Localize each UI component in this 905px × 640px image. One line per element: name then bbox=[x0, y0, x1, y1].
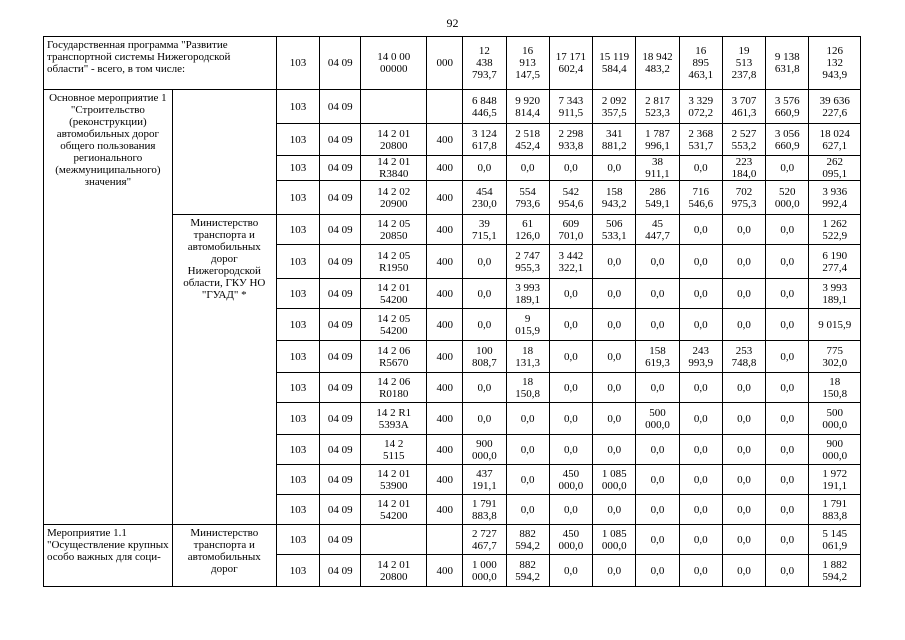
table-cell: 14 2 01 20800 bbox=[361, 124, 427, 156]
table-cell: 18 150,8 bbox=[809, 373, 861, 403]
table-cell: 0,0 bbox=[636, 465, 679, 495]
table-cell: 14 2 06 R0180 bbox=[361, 373, 427, 403]
table-cell: 400 bbox=[427, 341, 463, 373]
table-cell: 04 09 bbox=[320, 215, 361, 245]
table-cell: 9 015,9 bbox=[809, 309, 861, 341]
table-cell: 0,0 bbox=[593, 309, 636, 341]
table-cell: 0,0 bbox=[722, 435, 765, 465]
table-cell: 04 09 bbox=[320, 124, 361, 156]
table-cell: 0,0 bbox=[593, 435, 636, 465]
table-cell: 2 368 531,7 bbox=[679, 124, 722, 156]
table-cell: 1 262 522,9 bbox=[809, 215, 861, 245]
table-cell: 0,0 bbox=[679, 435, 722, 465]
table-cell: 0,0 bbox=[593, 245, 636, 279]
table-cell: 0,0 bbox=[636, 245, 679, 279]
table-cell: 0,0 bbox=[636, 435, 679, 465]
table-cell: 2 092 357,5 bbox=[593, 90, 636, 124]
table-cell: 0,0 bbox=[679, 309, 722, 341]
table-cell: 341 881,2 bbox=[593, 124, 636, 156]
table-cell: 38 911,1 bbox=[636, 156, 679, 181]
table-cell: 9 920 814,4 bbox=[506, 90, 549, 124]
table-cell: 3 056 660,9 bbox=[766, 124, 809, 156]
table-cell: 520 000,0 bbox=[766, 181, 809, 215]
table-cell: 9 015,9 bbox=[506, 309, 549, 341]
table-cell: 103 bbox=[276, 309, 319, 341]
table-cell: 04 09 bbox=[320, 465, 361, 495]
table-cell: 0,0 bbox=[549, 156, 592, 181]
table-cell: 900 000,0 bbox=[463, 435, 506, 465]
table-cell: 17 171 602,4 bbox=[549, 37, 592, 90]
table-cell: 0,0 bbox=[593, 495, 636, 525]
table-cell: 0,0 bbox=[766, 156, 809, 181]
table-cell: 126 132 943,9 bbox=[809, 37, 861, 90]
table-cell: 0,0 bbox=[506, 403, 549, 435]
budget-table bbox=[43, 36, 861, 587]
table-cell: 6 190 277,4 bbox=[809, 245, 861, 279]
table-cell: 3 329 072,2 bbox=[679, 90, 722, 124]
table-cell: 103 bbox=[276, 279, 319, 309]
table-cell: 0,0 bbox=[593, 373, 636, 403]
table-cell: 103 bbox=[276, 124, 319, 156]
table-cell: 39 636 227,6 bbox=[809, 90, 861, 124]
table-cell: 9 138 631,8 bbox=[766, 37, 809, 90]
table-cell: 253 748,8 bbox=[722, 341, 765, 373]
table-cell: 0,0 bbox=[679, 245, 722, 279]
program-name: Государственная программа "Развитие транспортной системы Нижегородской области" - всего, в том числе: bbox=[44, 37, 277, 90]
table-cell: 103 bbox=[276, 525, 319, 555]
table-cell: 400 bbox=[427, 245, 463, 279]
table-cell: 04 09 bbox=[320, 245, 361, 279]
table-cell: 3 124 617,8 bbox=[463, 124, 506, 156]
table-cell: 437 191,1 bbox=[463, 465, 506, 495]
table-cell: 158 619,3 bbox=[636, 341, 679, 373]
table-cell: 04 09 bbox=[320, 156, 361, 181]
table-cell: 7 343 911,5 bbox=[549, 90, 592, 124]
measure1-executor-empty bbox=[172, 90, 276, 215]
table-cell: 0,0 bbox=[636, 525, 679, 555]
table-cell: 0,0 bbox=[766, 341, 809, 373]
table-row bbox=[44, 90, 861, 124]
table-cell: 0,0 bbox=[722, 525, 765, 555]
table-cell: 103 bbox=[276, 495, 319, 525]
table-cell: 400 bbox=[427, 373, 463, 403]
table-cell: 0,0 bbox=[766, 279, 809, 309]
table-cell: 16 895 463,1 bbox=[679, 37, 722, 90]
table-cell: 100 808,7 bbox=[463, 341, 506, 373]
table-cell: 1 791 883,8 bbox=[463, 495, 506, 525]
table-cell: 103 bbox=[276, 245, 319, 279]
table-cell: 2 298 933,8 bbox=[549, 124, 592, 156]
table-cell: 0,0 bbox=[593, 341, 636, 373]
table-cell bbox=[427, 525, 463, 555]
table-cell: 0,0 bbox=[463, 156, 506, 181]
table-cell: 14 2 01 54200 bbox=[361, 495, 427, 525]
table-cell: 103 bbox=[276, 403, 319, 435]
table-cell: 18 150,8 bbox=[506, 373, 549, 403]
table-cell: 103 bbox=[276, 435, 319, 465]
table-cell: 103 bbox=[276, 215, 319, 245]
table-cell: 702 975,3 bbox=[722, 181, 765, 215]
table-cell: 0,0 bbox=[593, 555, 636, 587]
table-cell: 0,0 bbox=[593, 156, 636, 181]
table-cell: 500 000,0 bbox=[809, 403, 861, 435]
table-cell: 0,0 bbox=[766, 495, 809, 525]
table-cell: 3 993 189,1 bbox=[506, 279, 549, 309]
table-cell: 400 bbox=[427, 156, 463, 181]
measure1-executor: Министерство транспорта и автомобильных дорог Нижегородской области, ГКУ НО "ГУАД" * bbox=[172, 215, 276, 525]
table-cell: 14 2 05 54200 bbox=[361, 309, 427, 341]
table-cell: 0,0 bbox=[463, 309, 506, 341]
table-cell: 609 701,0 bbox=[549, 215, 592, 245]
table-cell: 04 09 bbox=[320, 435, 361, 465]
table-cell: 04 09 bbox=[320, 309, 361, 341]
table-cell: 14 2 R1 5393A bbox=[361, 403, 427, 435]
table-cell: 103 bbox=[276, 555, 319, 587]
table-cell: 103 bbox=[276, 181, 319, 215]
table-cell: 0,0 bbox=[593, 279, 636, 309]
table-cell: 1 787 996,1 bbox=[636, 124, 679, 156]
table-cell: 0,0 bbox=[636, 373, 679, 403]
table-cell: 0,0 bbox=[549, 435, 592, 465]
table-cell: 400 bbox=[427, 181, 463, 215]
table-cell: 14 2 05 R1950 bbox=[361, 245, 427, 279]
table-cell: 158 943,2 bbox=[593, 181, 636, 215]
table-cell: 18 131,3 bbox=[506, 341, 549, 373]
table-cell: 0,0 bbox=[679, 525, 722, 555]
table-cell: 0,0 bbox=[549, 403, 592, 435]
table-cell: 0,0 bbox=[766, 373, 809, 403]
table-cell: 0,0 bbox=[463, 373, 506, 403]
table-cell: 04 09 bbox=[320, 495, 361, 525]
table-cell: 0,0 bbox=[506, 465, 549, 495]
measure1-1-name: Мероприятие 1.1 "Осуществление крупных особо важных для соци- bbox=[44, 525, 173, 587]
table-cell: 542 954,6 bbox=[549, 181, 592, 215]
table-cell: 12 438 793,7 bbox=[463, 37, 506, 90]
table-cell: 0,0 bbox=[506, 156, 549, 181]
table-cell: 2 527 553,2 bbox=[722, 124, 765, 156]
table-cell: 000 bbox=[427, 37, 463, 90]
table-cell: 04 09 bbox=[320, 279, 361, 309]
table-cell: 2 747 955,3 bbox=[506, 245, 549, 279]
table-cell: 14 2 01 53900 bbox=[361, 465, 427, 495]
table-cell: 3 993 189,1 bbox=[809, 279, 861, 309]
table-cell: 0,0 bbox=[463, 279, 506, 309]
table-cell: 400 bbox=[427, 309, 463, 341]
table-cell: 450 000,0 bbox=[549, 525, 592, 555]
table-cell: 0,0 bbox=[636, 555, 679, 587]
table-cell: 14 2 05 20850 bbox=[361, 215, 427, 245]
table-cell: 0,0 bbox=[549, 495, 592, 525]
table-cell: 2 817 523,3 bbox=[636, 90, 679, 124]
table-cell: 0,0 bbox=[722, 495, 765, 525]
table-cell: 0,0 bbox=[506, 435, 549, 465]
table-cell: 103 bbox=[276, 156, 319, 181]
table-cell: 14 2 01 R3840 bbox=[361, 156, 427, 181]
table-cell: 103 bbox=[276, 341, 319, 373]
table-cell: 0,0 bbox=[722, 403, 765, 435]
table-cell: 0,0 bbox=[506, 495, 549, 525]
table-cell: 14 2 06 R5670 bbox=[361, 341, 427, 373]
table-cell: 500 000,0 bbox=[636, 403, 679, 435]
table-cell: 103 bbox=[276, 465, 319, 495]
table-cell: 1 000 000,0 bbox=[463, 555, 506, 587]
table-cell: 716 546,6 bbox=[679, 181, 722, 215]
table-cell: 286 549,1 bbox=[636, 181, 679, 215]
table-cell: 2 518 452,4 bbox=[506, 124, 549, 156]
table-cell: 1 085 000,0 bbox=[593, 465, 636, 495]
table-cell: 0,0 bbox=[593, 403, 636, 435]
table-cell: 0,0 bbox=[679, 403, 722, 435]
table-cell: 0,0 bbox=[679, 495, 722, 525]
table-cell: 0,0 bbox=[679, 215, 722, 245]
table-cell: 0,0 bbox=[722, 245, 765, 279]
table-cell: 454 230,0 bbox=[463, 181, 506, 215]
table-cell: 0,0 bbox=[766, 309, 809, 341]
table-cell: 0,0 bbox=[766, 215, 809, 245]
table-cell: 223 184,0 bbox=[722, 156, 765, 181]
table-cell: 04 09 bbox=[320, 37, 361, 90]
table-cell: 3 936 992,4 bbox=[809, 181, 861, 215]
measure1-name: Основное мероприятие 1 "Строительство (реконструкции) автомобильных дорог общего пользования регионального (межмуниципального) значения" bbox=[44, 90, 173, 525]
table-cell: 0,0 bbox=[766, 403, 809, 435]
table-cell: 0,0 bbox=[463, 403, 506, 435]
table-cell: 6 848 446,5 bbox=[463, 90, 506, 124]
table-cell: 900 000,0 bbox=[809, 435, 861, 465]
table-cell: 0,0 bbox=[766, 555, 809, 587]
table-cell: 04 09 bbox=[320, 555, 361, 587]
table-cell: 0,0 bbox=[722, 279, 765, 309]
table-cell: 14 0 00 00000 bbox=[361, 37, 427, 90]
table-cell: 14 2 01 54200 bbox=[361, 279, 427, 309]
table-cell: 0,0 bbox=[463, 245, 506, 279]
table-cell: 0,0 bbox=[549, 309, 592, 341]
table-cell: 400 bbox=[427, 215, 463, 245]
table-cell: 103 bbox=[276, 373, 319, 403]
table-cell: 04 09 bbox=[320, 525, 361, 555]
table-cell: 0,0 bbox=[722, 215, 765, 245]
table-cell: 103 bbox=[276, 90, 319, 124]
table-cell: 0,0 bbox=[549, 555, 592, 587]
table-cell: 14 2 5115 bbox=[361, 435, 427, 465]
table-cell: 0,0 bbox=[722, 465, 765, 495]
table-cell: 5 145 061,9 bbox=[809, 525, 861, 555]
table-cell: 0,0 bbox=[766, 435, 809, 465]
table-cell bbox=[361, 90, 427, 124]
table-cell: 18 024 627,1 bbox=[809, 124, 861, 156]
table-cell: 882 594,2 bbox=[506, 525, 549, 555]
table-cell: 15 119 584,4 bbox=[593, 37, 636, 90]
table-cell: 61 126,0 bbox=[506, 215, 549, 245]
table-cell: 2 727 467,7 bbox=[463, 525, 506, 555]
table-cell: 0,0 bbox=[766, 465, 809, 495]
table-cell: 400 bbox=[427, 495, 463, 525]
table-cell: 775 302,0 bbox=[809, 341, 861, 373]
table-cell: 1 085 000,0 bbox=[593, 525, 636, 555]
table-cell: 400 bbox=[427, 279, 463, 309]
table-cell: 400 bbox=[427, 465, 463, 495]
table-cell: 262 095,1 bbox=[809, 156, 861, 181]
table-cell: 04 09 bbox=[320, 403, 361, 435]
table-cell: 0,0 bbox=[549, 373, 592, 403]
table-cell: 04 09 bbox=[320, 181, 361, 215]
table-cell: 14 2 02 20900 bbox=[361, 181, 427, 215]
table-cell: 1 972 191,1 bbox=[809, 465, 861, 495]
table-cell: 0,0 bbox=[549, 341, 592, 373]
table-cell: 400 bbox=[427, 435, 463, 465]
table-cell: 554 793,6 bbox=[506, 181, 549, 215]
table-cell: 0,0 bbox=[679, 373, 722, 403]
table-cell: 0,0 bbox=[722, 555, 765, 587]
table-cell: 3 576 660,9 bbox=[766, 90, 809, 124]
table-cell: 14 2 01 20800 bbox=[361, 555, 427, 587]
table-cell: 39 715,1 bbox=[463, 215, 506, 245]
table-cell: 882 594,2 bbox=[506, 555, 549, 587]
table-cell: 0,0 bbox=[679, 555, 722, 587]
table-cell: 0,0 bbox=[679, 279, 722, 309]
table-cell: 16 913 147,5 bbox=[506, 37, 549, 90]
table-cell: 0,0 bbox=[722, 373, 765, 403]
table-cell: 04 09 bbox=[320, 341, 361, 373]
table-cell: 04 09 bbox=[320, 90, 361, 124]
page-number: 92 bbox=[446, 16, 459, 30]
table-cell bbox=[427, 90, 463, 124]
table-cell: 0,0 bbox=[766, 525, 809, 555]
table-cell: 400 bbox=[427, 124, 463, 156]
measure1-1-executor: Министерство транспорта и автомобильных дорог bbox=[172, 525, 276, 587]
table-cell: 04 09 bbox=[320, 373, 361, 403]
table-cell: 243 993,9 bbox=[679, 341, 722, 373]
table-cell: 45 447,7 bbox=[636, 215, 679, 245]
table-cell: 3 442 322,1 bbox=[549, 245, 592, 279]
table-cell: 0,0 bbox=[679, 156, 722, 181]
table-cell: 400 bbox=[427, 403, 463, 435]
table-cell: 18 942 483,2 bbox=[636, 37, 679, 90]
table-cell: 0,0 bbox=[679, 465, 722, 495]
table-cell: 1 882 594,2 bbox=[809, 555, 861, 587]
table-cell: 0,0 bbox=[722, 309, 765, 341]
table-cell bbox=[361, 525, 427, 555]
table-cell: 0,0 bbox=[766, 245, 809, 279]
table-cell: 1 791 883,8 bbox=[809, 495, 861, 525]
table-cell: 450 000,0 bbox=[549, 465, 592, 495]
table-cell: 506 533,1 bbox=[593, 215, 636, 245]
table-cell: 0,0 bbox=[636, 309, 679, 341]
table-cell: 3 707 461,3 bbox=[722, 90, 765, 124]
table-cell: 0,0 bbox=[636, 279, 679, 309]
table-cell: 0,0 bbox=[549, 279, 592, 309]
program-row bbox=[44, 37, 861, 90]
table-cell: 103 bbox=[276, 37, 319, 90]
table-row bbox=[44, 525, 861, 555]
table-cell: 0,0 bbox=[636, 495, 679, 525]
table-cell: 400 bbox=[427, 555, 463, 587]
table-cell: 19 513 237,8 bbox=[722, 37, 765, 90]
